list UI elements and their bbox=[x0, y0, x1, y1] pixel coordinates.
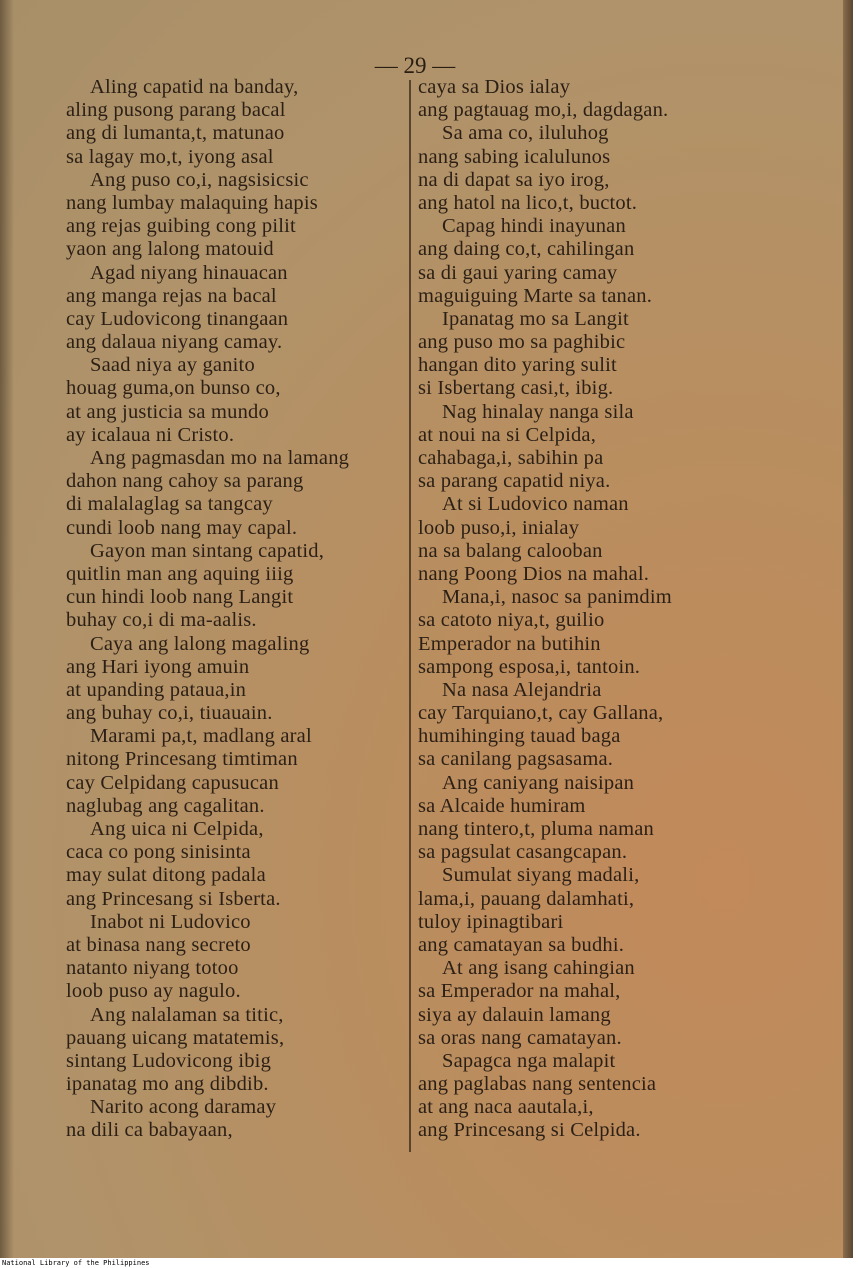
verse-line: ang Hari iyong amuin bbox=[66, 655, 250, 678]
verse-line: si Isbertang casi,t, ibig. bbox=[418, 377, 614, 400]
verse-line: Ang uica ni Celpida, bbox=[90, 818, 264, 840]
verse-line: Marami pa,t, madlang aral bbox=[90, 725, 312, 748]
verse-line: Ang nalalaman sa titic, bbox=[90, 1003, 284, 1026]
verse-line: quitlin man ang aquing iiig bbox=[66, 562, 294, 585]
verse-line: Capag hindi inayunan bbox=[442, 215, 626, 238]
right-column bbox=[418, 76, 758, 1143]
verse-line: at ang justicia sa mundo bbox=[66, 400, 269, 423]
verse-line: at binasa nang secreto bbox=[66, 933, 251, 956]
verse-line: nitong Princesang timtiman bbox=[66, 748, 298, 771]
verse-line: ang camatayan sa budhi. bbox=[418, 933, 625, 956]
verse-line: pauang uicang matatemis, bbox=[66, 1026, 285, 1049]
verse-line: Gayon man sintang capatid, bbox=[90, 539, 325, 562]
verse-line: Inabot ni Ludovico bbox=[90, 910, 251, 933]
verse-line: sintang Ludovicong ibig bbox=[66, 1049, 272, 1072]
verse-line: sampong esposa,i, tantoin. bbox=[418, 655, 641, 678]
verse-line: ang buhay co,i, tiuauain. bbox=[66, 702, 273, 725]
verse-line: sa Emperador na mahal, bbox=[418, 980, 621, 1003]
verse-line: Ang pagmasdan mo na lamang bbox=[90, 447, 350, 469]
verse-line: cay Celpidang capusucan bbox=[66, 771, 279, 794]
verse-line: na di dapat sa iyo irog, bbox=[418, 168, 610, 191]
verse-line: Aling capatid na banday, bbox=[90, 76, 299, 98]
verse-line: ang hatol na lico,t, buctot. bbox=[418, 191, 638, 214]
verse-line: nang tintero,t, pluma naman bbox=[418, 818, 654, 840]
verse-line: cundi loob nang may capal. bbox=[66, 516, 298, 539]
verse-line: na sa balang calooban bbox=[418, 539, 603, 562]
verse-line: Sa ama co, iluluhog bbox=[442, 122, 609, 145]
verse-line: sa lagay mo,t, iyong asal bbox=[66, 145, 274, 168]
verse-line: Sapagca nga malapit bbox=[442, 1049, 616, 1072]
verse-line: loob puso ay nagulo. bbox=[66, 980, 241, 1003]
page-number: — 29 — bbox=[374, 53, 456, 78]
verse-line: ang pagtauag mo,i, dagdagan. bbox=[418, 99, 669, 122]
verse-line: cay Tarquiano,t, cay Gallana, bbox=[418, 702, 664, 725]
verse-line: may sulat ditong padala bbox=[66, 864, 266, 887]
verse-line: nang sabing icalulunos bbox=[418, 145, 611, 168]
verse-line: ang di lumanta,t, matunao bbox=[66, 122, 285, 145]
verse-line: yaon ang lalong matouid bbox=[66, 238, 274, 261]
verse-line: ang puso mo sa paghibic bbox=[418, 331, 626, 354]
verse-line: tuloy ipinagtibari bbox=[418, 910, 564, 933]
page-binding-shadow bbox=[0, 0, 14, 1258]
verse-line: sa parang capatid niya. bbox=[418, 470, 611, 493]
verse-line: ang Princesang si Isberta. bbox=[66, 887, 281, 910]
verse-line: At ang isang cahingian bbox=[442, 957, 635, 980]
verse-line: sa di gaui yaring camay bbox=[418, 261, 618, 284]
verse-line: ang daing co,t, cahilingan bbox=[418, 238, 635, 261]
verse-line: maguiguing Marte sa tanan. bbox=[418, 284, 653, 307]
verse-line: Ang caniyang naisipan bbox=[442, 771, 635, 794]
verse-line: Mana,i, nasoc sa panimdim bbox=[442, 586, 672, 609]
verse-line: houag guma,on bunso co, bbox=[66, 377, 281, 400]
library-credit: National Library of the Philippines bbox=[2, 1259, 150, 1267]
verse-line: aling pusong parang bacal bbox=[66, 99, 286, 122]
column-divider bbox=[409, 80, 411, 1152]
verse-line: sa canilang pagsasama. bbox=[418, 748, 614, 771]
verse-line: siya ay dalauin lamang bbox=[418, 1003, 611, 1026]
verse-line: na dili ca babayaan, bbox=[66, 1119, 233, 1142]
verse-line: Caya ang lalong magaling bbox=[90, 632, 310, 655]
verse-line: hangan dito yaring sulit bbox=[418, 354, 617, 377]
verse-line: Emperador na butihin bbox=[418, 632, 601, 655]
verse-line: loob puso,i, inialay bbox=[418, 516, 580, 539]
verse-line: ipanatag mo ang dibdib. bbox=[66, 1073, 269, 1096]
verse-line: nang lumbay malaquing hapis bbox=[66, 191, 318, 214]
verse-line: at noui na si Celpida, bbox=[418, 423, 597, 446]
verse-line: dahon nang cahoy sa parang bbox=[66, 470, 304, 493]
verse-line: sa oras nang camatayan. bbox=[418, 1026, 622, 1049]
verse-line: caya sa Dios ialay bbox=[418, 76, 571, 98]
verse-line: ang paglabas nang sentencia bbox=[418, 1073, 657, 1096]
page-edge bbox=[843, 0, 853, 1258]
verse-line: lama,i, pauang dalamhati, bbox=[418, 887, 635, 910]
verse-line: sa pagsulat casangcapan. bbox=[418, 841, 628, 864]
verse-line: di malalaglag sa tangcay bbox=[66, 493, 273, 516]
verse-line: sa Alcaide humiram bbox=[418, 794, 586, 817]
left-column bbox=[66, 76, 404, 1143]
verse-line: cay Ludovicong tinangaan bbox=[66, 307, 289, 330]
verse-line: ang rejas guibing cong pilit bbox=[66, 215, 296, 238]
verse-line: Agad niyang hinauacan bbox=[90, 261, 288, 284]
verse-line: caca co pong sinisinta bbox=[66, 841, 251, 864]
verse-line: Saad niya ay ganito bbox=[90, 354, 255, 377]
verse-line: ang Princesang si Celpida. bbox=[418, 1119, 641, 1142]
verse-line: ang dalaua niyang camay. bbox=[66, 331, 283, 354]
verse-line: cun hindi loob nang Langit bbox=[66, 586, 294, 609]
verse-line: nang Poong Dios na mahal. bbox=[418, 562, 650, 585]
verse-line: Na nasa Alejandria bbox=[442, 678, 602, 701]
verse-line: buhay co,i di ma-aalis. bbox=[66, 609, 257, 632]
verse-line: Nag hinalay nanga sila bbox=[442, 400, 634, 423]
verse-line: Ipanatag mo sa Langit bbox=[442, 307, 629, 330]
verse-line: at ang naca aautala,i, bbox=[418, 1096, 594, 1119]
verse-line: Sumulat siyang madali, bbox=[442, 864, 640, 887]
verse-line: At si Ludovico naman bbox=[442, 493, 629, 516]
verse-line: ang manga rejas na bacal bbox=[66, 284, 277, 307]
verse-line: cahabaga,i, sabihin pa bbox=[418, 447, 604, 469]
verse-line: at upanding pataua,in bbox=[66, 678, 247, 701]
verse-line: naglubag ang cagalitan. bbox=[66, 794, 265, 817]
verse-line: ay icalaua ni Cristo. bbox=[66, 423, 235, 446]
verse-line: Ang puso co,i, nagsisicsic bbox=[90, 168, 309, 191]
verse-line: Narito acong daramay bbox=[90, 1096, 277, 1119]
verse-line: natanto niyang totoo bbox=[66, 957, 239, 980]
verse-line: humihinging tauad baga bbox=[418, 725, 621, 748]
verse-line: sa catoto niya,t, guilio bbox=[418, 609, 605, 632]
